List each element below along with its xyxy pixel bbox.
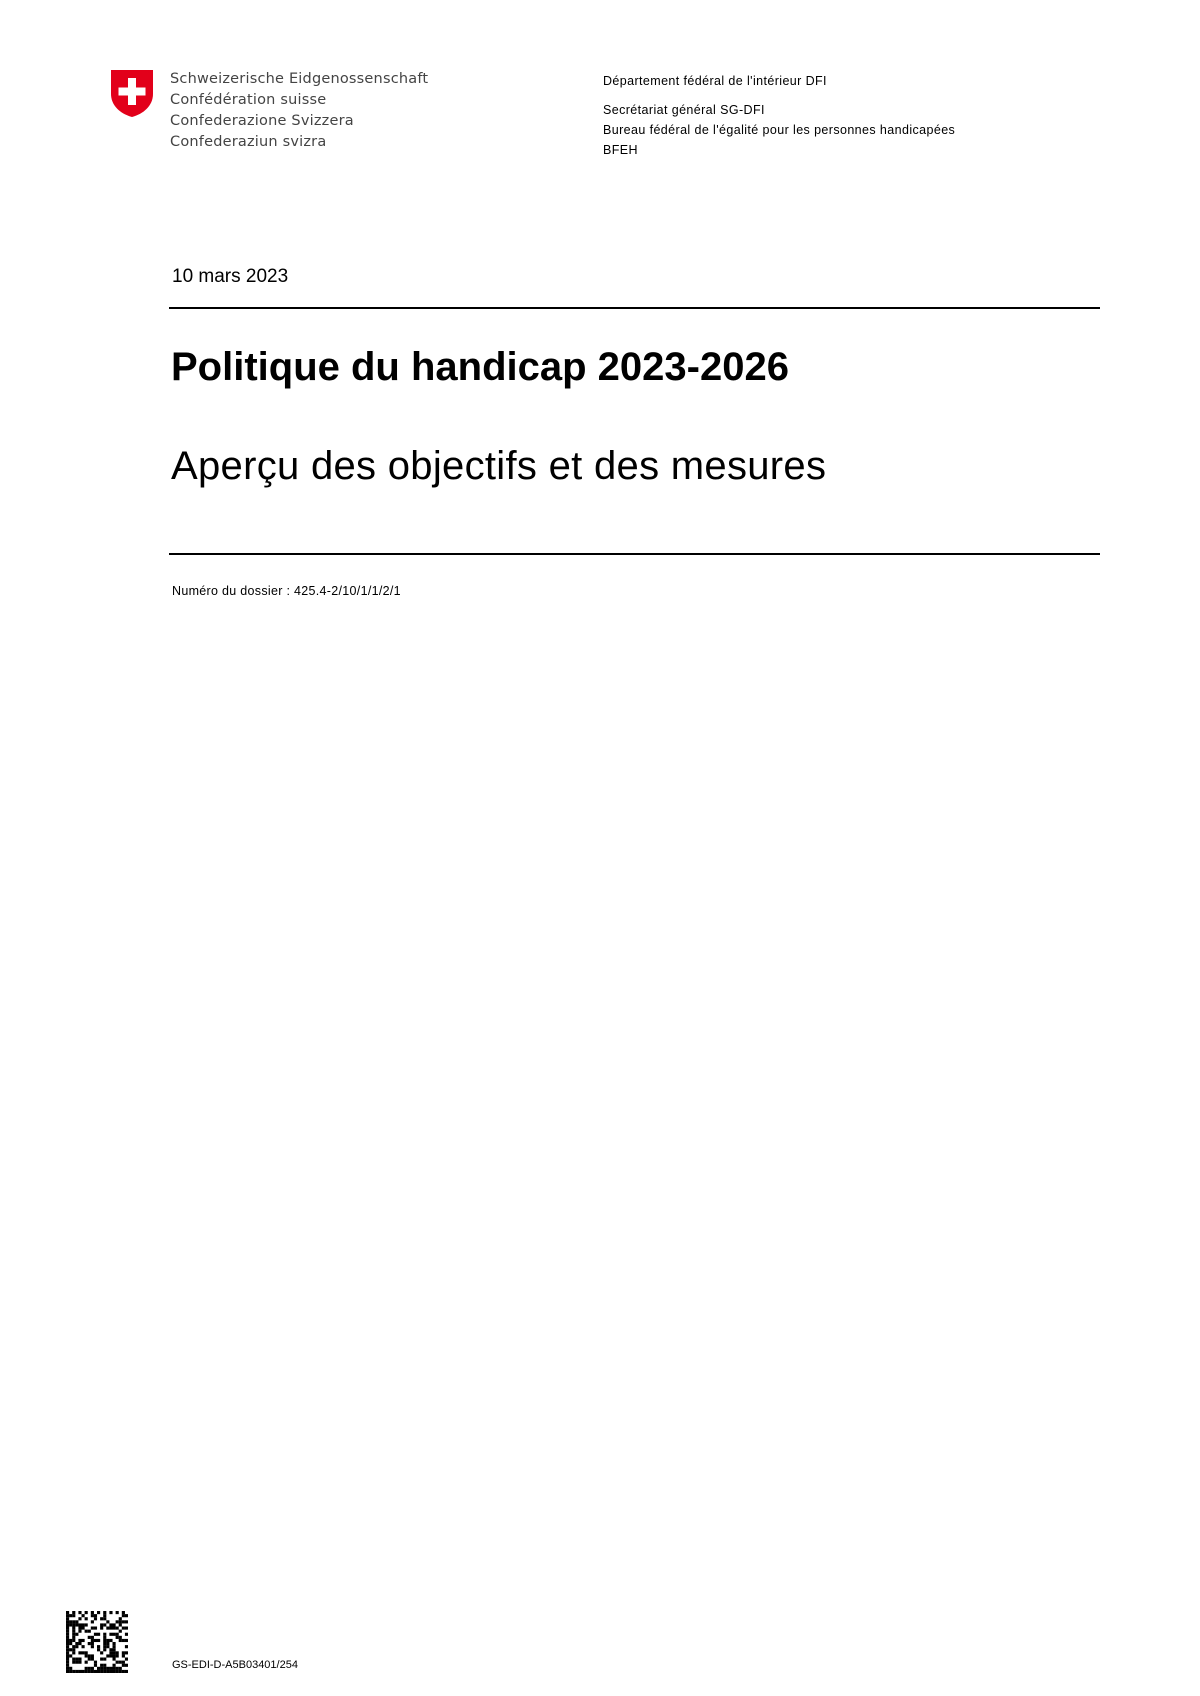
document-date: 10 mars 2023 bbox=[172, 266, 289, 287]
confederation-name-romansh: Confederaziun svizra bbox=[170, 134, 327, 150]
confederation-names bbox=[170, 69, 470, 153]
office-line-acronym: BFEH bbox=[603, 143, 638, 157]
document-subtitle: Aperçu des objectifs et des mesures bbox=[171, 444, 827, 488]
datamatrix-code-icon bbox=[66, 1611, 128, 1673]
confederation-name-german: Schweizerische Eidgenossenschaft bbox=[170, 71, 429, 87]
swiss-federal-coat-of-arms-icon bbox=[109, 68, 155, 118]
confederation-name-italian: Confederazione Svizzera bbox=[170, 113, 354, 129]
office-line-secretariat: Secrétariat général SG-DFI bbox=[603, 103, 765, 117]
document-title: Politique du handicap 2023-2026 bbox=[171, 345, 789, 389]
department-name: Département fédéral de l'intérieur DFI bbox=[603, 74, 827, 88]
office-line-bureau: Bureau fédéral de l'égalité pour les personnes handicapées bbox=[603, 123, 956, 137]
document-id: GS-EDI-D-A5B03401/254 bbox=[172, 1659, 298, 1671]
top-divider bbox=[169, 307, 1100, 309]
confederation-name-french: Confédération suisse bbox=[170, 92, 327, 108]
department-block bbox=[603, 71, 1163, 160]
bottom-divider bbox=[169, 553, 1100, 555]
dossier-number: Numéro du dossier : 425.4-2/10/1/1/2/1 bbox=[172, 584, 401, 598]
